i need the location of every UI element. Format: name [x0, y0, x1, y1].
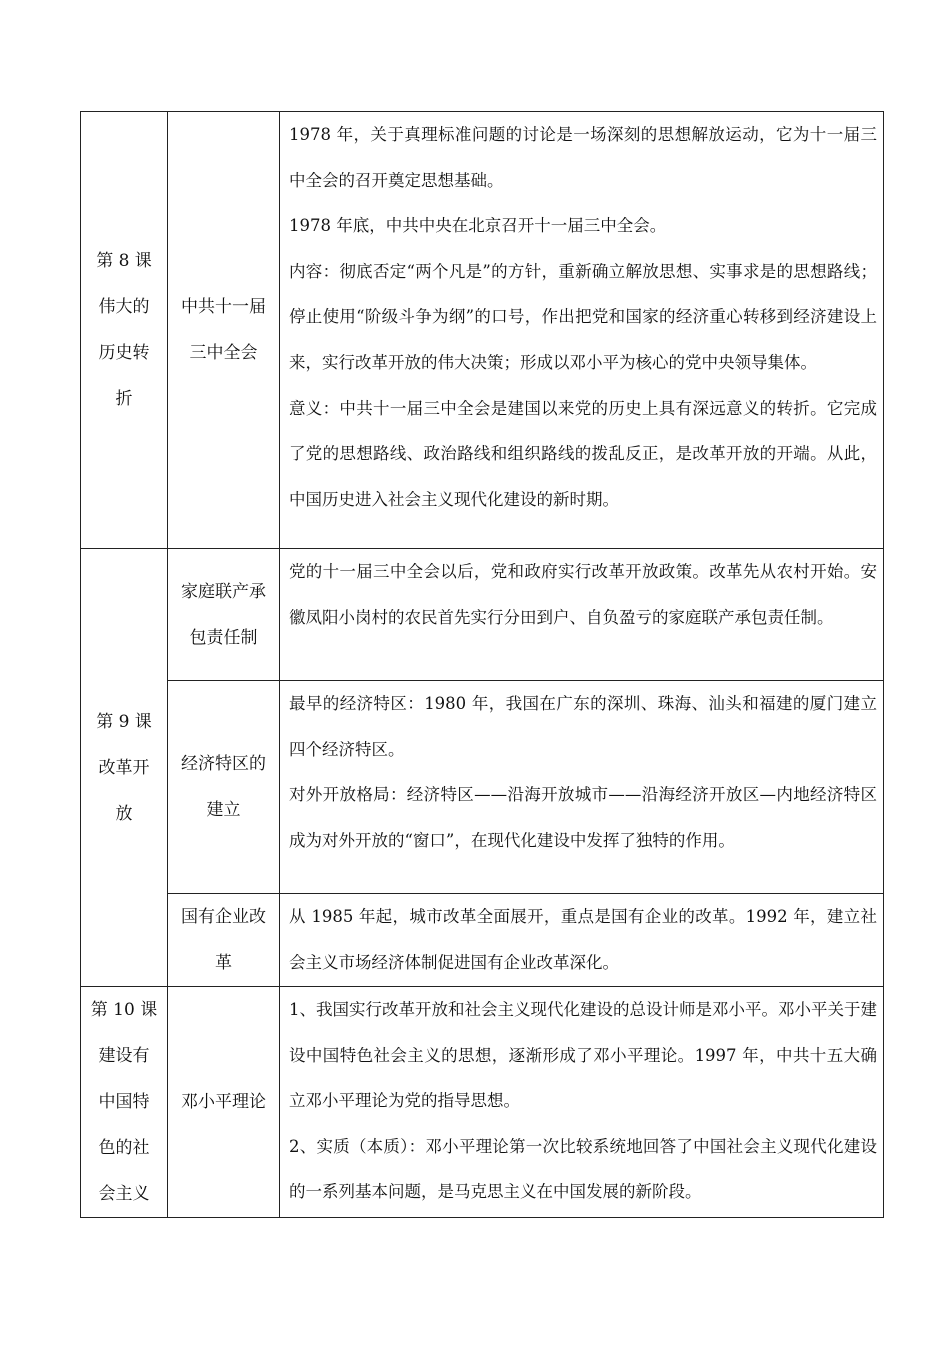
- topic-cell: 经济特区的建立: [168, 681, 280, 894]
- lesson-line: 建设有: [98, 1046, 150, 1066]
- content-cell: [280, 987, 884, 1218]
- content-paragraph: 内容：彻底否定“两个凡是”的方针，重新确立解放思想、实事求是的思想路线；停止使用“阶级斗争为纲”的口号，作出把党和国家的经济重心转移到经济建设上来，实行改革开放的伟大决策；形成以邓小平为核心的党中央领导集体。: [289, 261, 877, 372]
- lesson-line: 改革开: [98, 757, 150, 778]
- lesson-line: 色的社: [98, 1138, 150, 1158]
- content-paragraph: 对外开放格局：经济特区——沿海开放城市——沿海经济开放区—内地经济特区成为对外开放的“窗口”，在现代化建设中发挥了独特的作用。: [289, 785, 877, 850]
- content-cell: [280, 112, 884, 549]
- lesson-line: 第 8 课: [96, 251, 152, 271]
- table-row-lesson-9a: [81, 549, 884, 681]
- content-paragraph: 1978 年，关于真理标准问题的讨论是一场深刻的思想解放运动，它为十一届三中全会的召开奠定思想基础。: [289, 125, 877, 190]
- content-paragraph: 党的十一届三中全会以后，党和政府实行改革开放政策。改革先从农村开始。安徽凤阳小岗村的农民首先实行分田到户、自负盈亏的家庭联产承包责任制。: [289, 562, 877, 627]
- content-paragraph: 最早的经济特区：1980 年，我国在广东的深圳、珠海、汕头和福建的厦门建立四个经济特区。: [289, 694, 877, 759]
- content-cell: [280, 894, 884, 987]
- content-paragraph: 1、我国实行改革开放和社会主义现代化建设的总设计师是邓小平。邓小平关于建设中国特色社会主义的思想，逐渐形成了邓小平理论。1997 年，中共十五大确立邓小平理论为党的指导思想。: [289, 1000, 877, 1111]
- lesson-line: 第 9 课: [96, 711, 152, 732]
- table-row-lesson-8: [81, 112, 884, 549]
- history-notes-table: [80, 111, 884, 1218]
- content-paragraph: 1978 年底，中共中央在北京召开十一届三中全会。: [289, 216, 667, 236]
- lesson-line: 放: [115, 803, 133, 824]
- topic-cell: 家庭联产承包责任制: [168, 549, 280, 681]
- lesson-line: 中国特: [98, 1092, 150, 1112]
- lesson-cell: [81, 987, 168, 1218]
- content-cell: [280, 681, 884, 894]
- content-paragraph: 从 1985 年起，城市改革全面展开，重点是国有企业的改革。1992 年，建立社会主义市场经济体制促进国有企业改革深化。: [289, 907, 877, 972]
- table-row-lesson-9c: [81, 894, 884, 987]
- topic-cell: 国有企业改革: [168, 894, 280, 987]
- lesson-line: 伟大的: [98, 297, 150, 317]
- table-row-lesson-9b: [81, 681, 884, 894]
- lesson-line: 第 10 课: [90, 1000, 158, 1020]
- topic-cell: 邓小平理论: [168, 987, 280, 1218]
- lesson-cell: [81, 549, 168, 987]
- content-paragraph: 2、实质（本质）：邓小平理论第一次比较系统地回答了中国社会主义现代化建设的一系列基本问题，是马克思主义在中国发展的新阶段。: [289, 1136, 877, 1202]
- lesson-line: 折: [115, 389, 133, 409]
- lesson-line: 历史转: [98, 343, 150, 363]
- lesson-line: 会主义: [98, 1184, 150, 1204]
- lesson-cell: [81, 112, 168, 549]
- content-cell: [280, 549, 884, 681]
- topic-cell: 中共十一届三中全会: [168, 112, 280, 549]
- content-paragraph: 意义：中共十一届三中全会是建国以来党的历史上具有深远意义的转折。它完成了党的思想路线、政治路线和组织路线的拨乱反正，是改革开放的开端。从此，中国历史进入社会主义现代化建设的新时期。: [289, 398, 877, 509]
- table-row-lesson-10: [81, 987, 884, 1218]
